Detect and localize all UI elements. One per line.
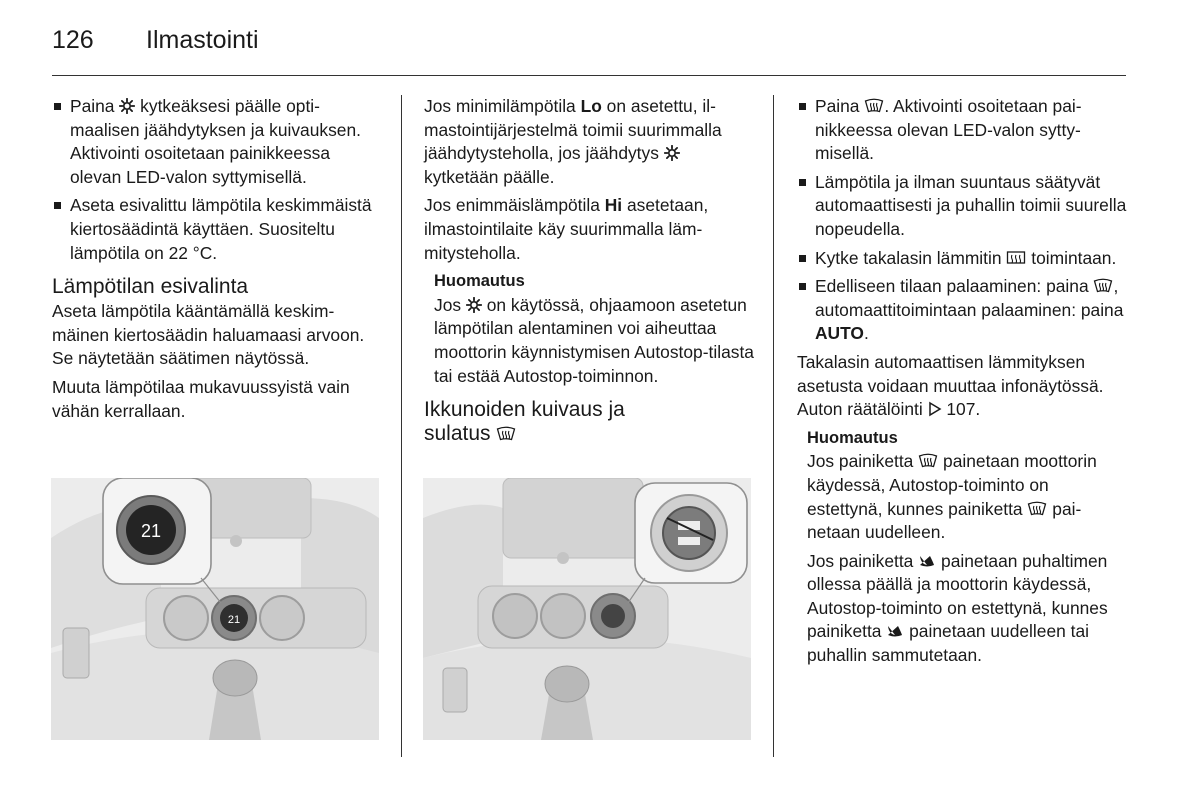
paragraph: Jos enimmäislämpötila Hi asetetaan, ilmastointilaite käy suurimmalla lämmitysteholla.	[424, 195, 709, 263]
bullet-item: Lämpötila ja ilman suuntaus säätyvät automaattisesti ja puhallin toimii suurella nopeudella.	[797, 171, 1127, 242]
fan-icon	[886, 623, 904, 639]
section-heading: Ikkunoiden kuivaus ja sulatus	[424, 398, 625, 446]
arrow-right-icon	[928, 401, 942, 417]
bullet-item: Paina kytkeäksesi päälle optimaalisen jäähdytyksen ja kuivauksen. Aktivointi osoitetaan painikkeessa olevan LED-valon syttymisellä.	[52, 95, 377, 189]
windshield-defrost-icon	[918, 453, 938, 469]
bullet-item: Kytke takalasin lämmitin toimintaan.	[797, 247, 1127, 271]
header-rule	[52, 75, 1126, 76]
column-3	[797, 95, 1127, 673]
column-divider-2	[773, 95, 774, 757]
column-divider-1	[401, 95, 402, 757]
knob-display-value: 21	[140, 521, 162, 541]
figure-temperature-knob	[51, 478, 379, 740]
snowflake-icon	[664, 145, 680, 161]
paragraph: Jos painiketta painetaan moottorin käydessä, Autostop-toiminto on estettynä, kunnes painiketta painetaan uudelleen.	[807, 451, 1097, 543]
dashboard-illustration	[51, 478, 379, 740]
snowflake-icon	[466, 297, 482, 313]
paragraph: Aseta lämpötila kääntämällä keskimmäinen kiertosäädin haluamaasi arvoon. Se näytetään säätimen näytössä.	[52, 301, 365, 369]
paragraph: Jos minimilämpötila Lo on asetettu, ilmastointijärjestelmä toimii suurimmalla jäähdytysteholla, jos jäähdytys kytketään päälle.	[424, 96, 722, 187]
figure-defrost-knob	[423, 478, 751, 740]
note-box	[797, 427, 1127, 668]
snowflake-icon	[119, 98, 135, 114]
paragraph: Takalasin automaattisen lämmityksen asetusta voidaan muuttaa infonäytössä. Auton räätälöinti 107.	[797, 351, 1104, 420]
windshield-defrost-icon	[496, 426, 516, 442]
windshield-defrost-icon	[864, 98, 884, 114]
page-reference[interactable]: 107.	[946, 399, 981, 420]
bullet-item: Edelliseen tilaan palaaminen: paina , automaattitoimintaan palaaminen: paina AUTO.	[797, 275, 1127, 346]
bullet-item: Paina . Aktivointi osoitetaan painikkeessa olevan LED-valon syttymisellä.	[797, 95, 1127, 166]
paragraph: Muuta lämpötilaa mukavuussyistä vain vähän kerrallaan.	[52, 376, 350, 421]
bullet-item: Aseta esivalittu lämpötila keskimmäistä kiertosäädintä käyttäen. Suositeltu lämpötila on 22 °C.	[52, 194, 377, 265]
rear-window-heater-icon	[1006, 250, 1026, 266]
fan-icon	[918, 553, 936, 569]
page-header	[52, 24, 259, 56]
dashboard-illustration	[423, 478, 751, 740]
page-number: 126	[52, 26, 94, 54]
windshield-defrost-icon	[1027, 501, 1047, 517]
column-2	[424, 95, 754, 447]
windshield-defrost-icon	[1093, 278, 1113, 294]
note-box: Huomautus Jos on käytössä, ohjaamoon asetetun lämpötilan alentaminen voi aiheuttaa moottorin käynnistymisen Autostop-tilasta tai estää Autostop-toiminnon.	[434, 272, 754, 386]
note-title: Huomautus	[434, 272, 525, 291]
paragraph: Jos painiketta painetaan puhaltimen ollessa päällä ja moottorin käydessä, Autostop-toiminto on estettynä, kunnes painiketta painetaan uudelleen tai puhallin sammutetaan.	[807, 550, 1108, 666]
column-1	[52, 95, 377, 428]
page-title: Ilmastointi	[146, 26, 259, 54]
note-title: Huomautus	[807, 428, 898, 447]
section-heading: Lämpötilan esivalinta	[52, 275, 249, 299]
svg-text:21: 21	[227, 614, 241, 626]
